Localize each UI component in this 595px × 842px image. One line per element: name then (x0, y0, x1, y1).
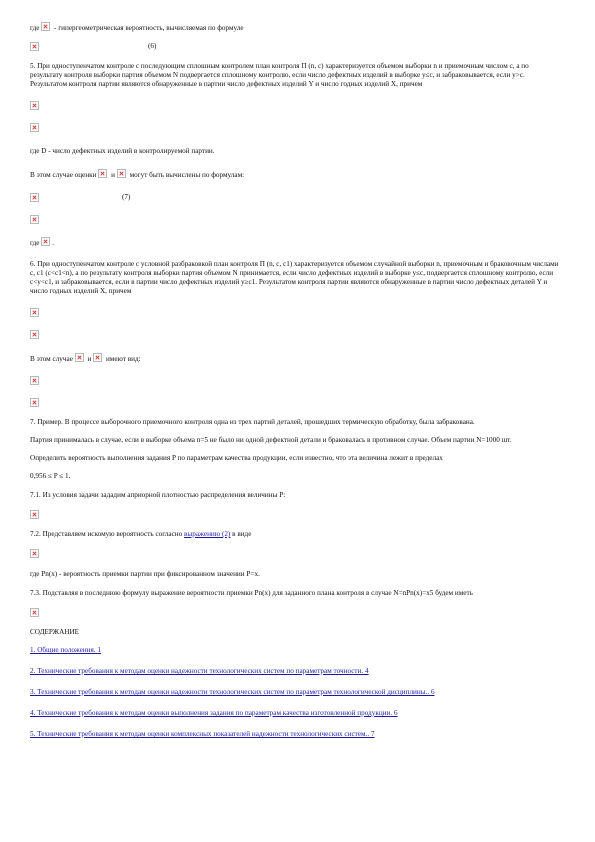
paragraph-7: 7. Пример. В процессе выборочного приемочного контроля одна из трех партий деталей, прошедших термическую обработку, была забракована. (30, 418, 475, 426)
toc-link[interactable]: 2. Технические требования к методам оценки надежности технологических систем по параметрам точности. 4 (30, 667, 369, 675)
formula-row (30, 608, 560, 618)
broken-image-icon (41, 22, 50, 31)
line-gypergeometric (30, 22, 560, 34)
paragraph-note: где D - число дефектных изделий в контролируемой партии. (30, 147, 215, 155)
section-7-3: 7.3. Подставляя в последнюю формулу выражение вероятности приемки Pn(x) для заданного плана контроля в случае N=nPn(x)=x5 будем иметь (30, 589, 473, 597)
section-7-1: 7.1. Из условия задачи зададим априорной плотностью распределения величины P: (30, 491, 286, 499)
broken-image-icon (30, 101, 39, 110)
section-7-2 (30, 530, 560, 539)
document-page (30, 22, 560, 739)
toc-link[interactable]: 3. Технические требования к методам оценки надежности технологических систем по параметрам технологической дисциплины.. 6 (30, 688, 435, 696)
formula-7-row (30, 193, 560, 205)
text: и (87, 355, 92, 363)
formula-row (30, 549, 560, 559)
text: и (111, 171, 115, 179)
paragraph-7b: Партия принималась в случае, если в выборке объема n=5 не было ни одной дефектной детали и браковалась в противном случае. Объем партии N=1000 шт. (30, 436, 512, 444)
text: - гипергеометрическая вероятность, вычисляемая по формуле (54, 24, 244, 32)
broken-image-icon (41, 237, 50, 246)
formula-row (30, 398, 560, 408)
text: могут быть вычислены по формулам: (129, 171, 245, 179)
formula-row (30, 330, 560, 340)
broken-image-icon (98, 169, 107, 178)
equation-number: (6) (148, 42, 157, 50)
text: имеют вид: (105, 355, 141, 363)
text: где (30, 239, 40, 247)
expression-2-link[interactable]: выражению (2) (184, 530, 231, 538)
broken-image-icon (30, 549, 39, 558)
toc-link[interactable]: 4. Технические требования к методам оценки выполнения задания по параметрам качества изготовленной продукции. 6 (30, 709, 398, 717)
broken-image-icon (30, 330, 39, 339)
broken-image-icon (30, 193, 39, 202)
paragraph-5: 5. При одноступенчатом контроле с последующим сплошным контролем план контроля П (n, c) характеризуется объемом выборки n и приемочным числом c, а по результату контроля выборки партия объемом N подвергается сплошному контролю, если число дефектных изделий в выборке y≤c, и забраковывается, если y>c. Результатом контроля партии являются обнаруженные в партии число дефектных изделий Y и число годных изделий X, причем (30, 62, 529, 88)
broken-image-icon (30, 608, 39, 617)
formula-row (30, 510, 560, 520)
formula-row (30, 376, 560, 386)
toc (30, 646, 560, 739)
broken-image-icon (117, 169, 126, 178)
paragraph-7d: 0,956 ≤ P ≤ 1. (30, 472, 71, 480)
toc-link[interactable]: 1. Общие положения. 1 (30, 646, 101, 654)
where-line: где . (30, 239, 55, 247)
paragraph-6: 6. При одноступенчатом контроле с условной разбраковкой план контроля П (n, c, c1) характеризуется объемом случайной выборки n, приемочным и браковочным числами c, c1 (c<c1<n), а по результату контроля выборки партия объемом N принимается, если число дефектных изделий в выборке y≤c, подвергается сплошному контролю, если c<y<c1, и забраковывается, если в партии число дефектных изделий y≥c1. Результатом контроля партии являются обнаруженные в партии число дефектных деталей Y и число годных изделий X, причем (30, 260, 559, 295)
text: где (30, 24, 40, 32)
toc-title: СОДЕРЖАНИЕ (30, 628, 80, 636)
broken-image-icon (30, 215, 39, 224)
toc-link[interactable]: 5. Технические требования к методам оценки комплексных показателей надежности технологических систем.. 7 (30, 730, 375, 738)
broken-image-icon (30, 510, 39, 519)
formula-row (30, 101, 560, 111)
broken-image-icon (30, 308, 39, 317)
paragraph-7c: Определить вероятность выполнения задания P по параметрам качества продукции, если известно, что эта величина лежит в пределах (30, 454, 443, 462)
formula-6-row (30, 42, 560, 54)
broken-image-icon (30, 376, 39, 385)
estimate-line-6 (30, 353, 560, 364)
text: В этом случае оценки (30, 171, 97, 179)
broken-image-icon (93, 353, 102, 362)
broken-image-icon (30, 42, 39, 51)
equation-number: (7) (122, 193, 131, 201)
section-7-2-note: где Pn(x) - вероятность приемки партии при фиксированном значении P=x. (30, 570, 260, 578)
formula-row (30, 123, 560, 133)
estimate-line (30, 169, 560, 180)
formula-row (30, 215, 560, 225)
text: 7.2. Представляем искомую вероятность согласно (30, 530, 183, 538)
text: в виде (232, 530, 252, 538)
text: В этом случае (30, 355, 73, 363)
broken-image-icon (30, 123, 39, 132)
formula-row (30, 308, 560, 318)
broken-image-icon (30, 398, 39, 407)
broken-image-icon (75, 353, 84, 362)
